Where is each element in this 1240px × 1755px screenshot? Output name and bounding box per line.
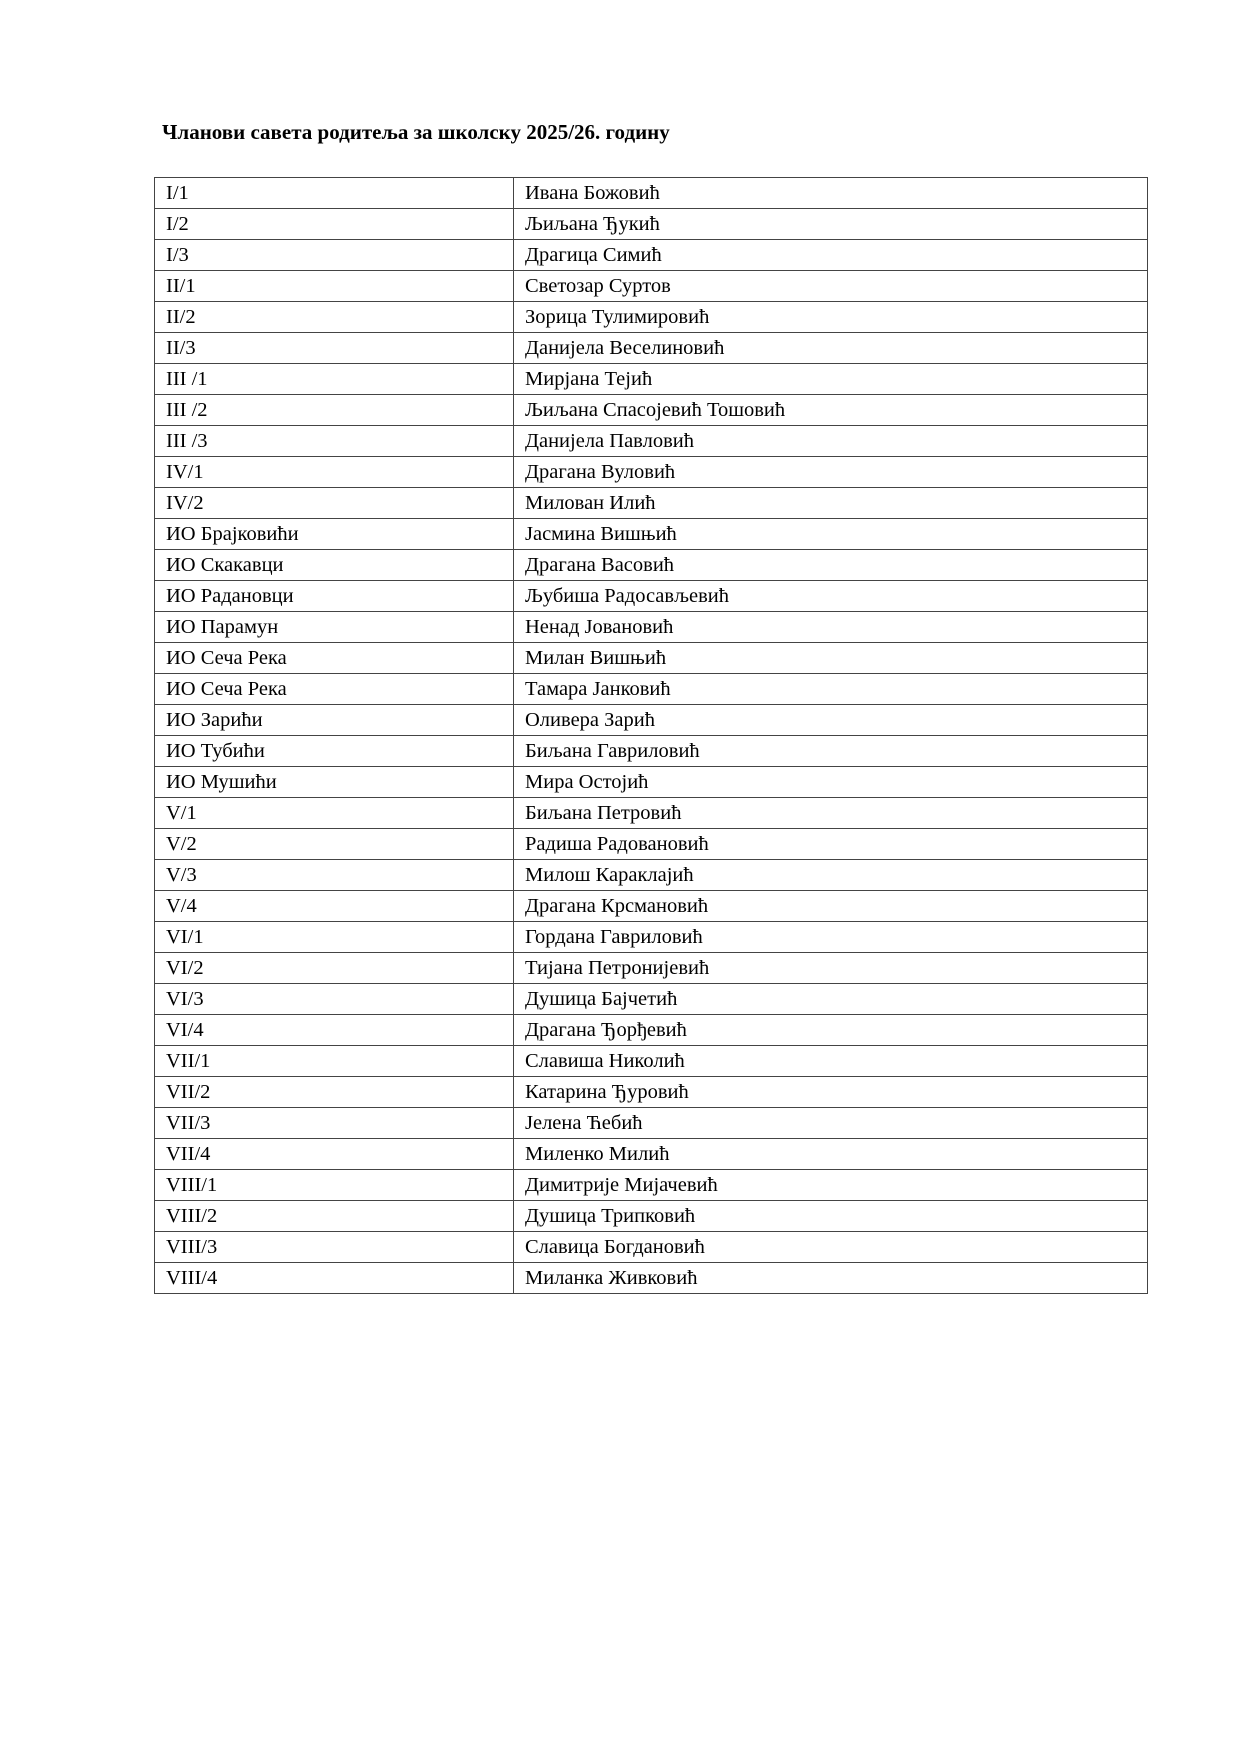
class-cell: VI/3 <box>155 984 514 1015</box>
class-cell: V/1 <box>155 798 514 829</box>
class-cell: VI/1 <box>155 922 514 953</box>
class-cell: II/3 <box>155 333 514 364</box>
table-row <box>155 1263 1148 1294</box>
member-name-cell: Радиша Радовановић <box>514 829 1148 860</box>
table-row <box>155 860 1148 891</box>
members-table-body <box>155 178 1148 1294</box>
class-cell: VI/2 <box>155 953 514 984</box>
member-name-cell: Зорица Тулимировић <box>514 302 1148 333</box>
table-row <box>155 581 1148 612</box>
member-name-cell: Драгана Вуловић <box>514 457 1148 488</box>
member-name-cell: Тамара Јанковић <box>514 674 1148 705</box>
member-name-cell: Љубиша Радосављевић <box>514 581 1148 612</box>
class-cell: VIII/3 <box>155 1232 514 1263</box>
class-cell: VIII/2 <box>155 1201 514 1232</box>
table-row <box>155 736 1148 767</box>
member-name-cell: Јелена Ћебић <box>514 1108 1148 1139</box>
class-cell: ИО Парамун <box>155 612 514 643</box>
class-cell: I/1 <box>155 178 514 209</box>
member-name-cell: Миленко Милић <box>514 1139 1148 1170</box>
class-cell: VII/3 <box>155 1108 514 1139</box>
member-name-cell: Миланка Живковић <box>514 1263 1148 1294</box>
table-row <box>155 829 1148 860</box>
class-cell: VII/1 <box>155 1046 514 1077</box>
table-row <box>155 922 1148 953</box>
class-cell: IV/2 <box>155 488 514 519</box>
member-name-cell: Драгица Симић <box>514 240 1148 271</box>
class-cell: ИО Зарићи <box>155 705 514 736</box>
class-cell: VII/2 <box>155 1077 514 1108</box>
member-name-cell: Биљана Гавриловић <box>514 736 1148 767</box>
class-cell: I/2 <box>155 209 514 240</box>
table-row <box>155 1139 1148 1170</box>
class-cell: V/4 <box>155 891 514 922</box>
member-name-cell: Оливера Зарић <box>514 705 1148 736</box>
member-name-cell: Светозар Суртов <box>514 271 1148 302</box>
table-row <box>155 1108 1148 1139</box>
member-name-cell: Мирјана Тејић <box>514 364 1148 395</box>
class-cell: I/3 <box>155 240 514 271</box>
class-cell: II/1 <box>155 271 514 302</box>
class-cell: ИО Мушићи <box>155 767 514 798</box>
class-cell: VIII/1 <box>155 1170 514 1201</box>
table-row <box>155 705 1148 736</box>
table-row <box>155 1232 1148 1263</box>
table-row <box>155 953 1148 984</box>
table-row <box>155 891 1148 922</box>
class-cell: ИО Тубићи <box>155 736 514 767</box>
class-cell: V/3 <box>155 860 514 891</box>
member-name-cell: Тијана Петронијевић <box>514 953 1148 984</box>
class-cell: ИО Скакавци <box>155 550 514 581</box>
table-row <box>155 550 1148 581</box>
class-cell: VIII/4 <box>155 1263 514 1294</box>
class-cell: III /1 <box>155 364 514 395</box>
table-row <box>155 488 1148 519</box>
table-row <box>155 395 1148 426</box>
member-name-cell: Гордана Гавриловић <box>514 922 1148 953</box>
table-row <box>155 612 1148 643</box>
table-row <box>155 302 1148 333</box>
class-cell: III /3 <box>155 426 514 457</box>
member-name-cell: Биљана Петровић <box>514 798 1148 829</box>
member-name-cell: Драгана Ђорђевић <box>514 1015 1148 1046</box>
table-row <box>155 643 1148 674</box>
member-name-cell: Драгана Васовић <box>514 550 1148 581</box>
member-name-cell: Милош Караклајић <box>514 860 1148 891</box>
member-name-cell: Ненад Јовановић <box>514 612 1148 643</box>
class-cell: II/2 <box>155 302 514 333</box>
table-row <box>155 1015 1148 1046</box>
table-row <box>155 1201 1148 1232</box>
class-cell: ИО Сеча Река <box>155 643 514 674</box>
table-row <box>155 767 1148 798</box>
class-cell: V/2 <box>155 829 514 860</box>
table-row <box>155 457 1148 488</box>
member-name-cell: Душица Бајчетић <box>514 984 1148 1015</box>
member-name-cell: Душица Трипковић <box>514 1201 1148 1232</box>
class-cell: IV/1 <box>155 457 514 488</box>
members-table <box>154 177 1148 1294</box>
table-row <box>155 798 1148 829</box>
member-name-cell: Милан Вишњић <box>514 643 1148 674</box>
member-name-cell: Драгана Крсмановић <box>514 891 1148 922</box>
member-name-cell: Мира Остојић <box>514 767 1148 798</box>
member-name-cell: Славица Богдановић <box>514 1232 1148 1263</box>
member-name-cell: Ивана Божовић <box>514 178 1148 209</box>
table-row <box>155 1046 1148 1077</box>
member-name-cell: Љиљана Ђукић <box>514 209 1148 240</box>
table-row <box>155 333 1148 364</box>
class-cell: ИО Сеча Река <box>155 674 514 705</box>
table-row <box>155 1170 1148 1201</box>
table-row <box>155 271 1148 302</box>
member-name-cell: Славиша Николић <box>514 1046 1148 1077</box>
page-title: Чланови савета родитеља за школску 2025/26. годину <box>162 120 670 144</box>
table-row <box>155 519 1148 550</box>
member-name-cell: Димитрије Мијачевић <box>514 1170 1148 1201</box>
table-row <box>155 1077 1148 1108</box>
member-name-cell: Јасмина Вишњић <box>514 519 1148 550</box>
table-row <box>155 178 1148 209</box>
member-name-cell: Љиљана Спасојевић Тошовић <box>514 395 1148 426</box>
table-row <box>155 364 1148 395</box>
class-cell: VI/4 <box>155 1015 514 1046</box>
table-row <box>155 426 1148 457</box>
member-name-cell: Милован Илић <box>514 488 1148 519</box>
member-name-cell: Катарина Ђуровић <box>514 1077 1148 1108</box>
table-row <box>155 240 1148 271</box>
class-cell: VII/4 <box>155 1139 514 1170</box>
table-row <box>155 209 1148 240</box>
member-name-cell: Данијела Павловић <box>514 426 1148 457</box>
table-row <box>155 984 1148 1015</box>
class-cell: III /2 <box>155 395 514 426</box>
class-cell: ИО Радановци <box>155 581 514 612</box>
class-cell: ИО Брајковићи <box>155 519 514 550</box>
member-name-cell: Данијела Веселиновић <box>514 333 1148 364</box>
table-row <box>155 674 1148 705</box>
